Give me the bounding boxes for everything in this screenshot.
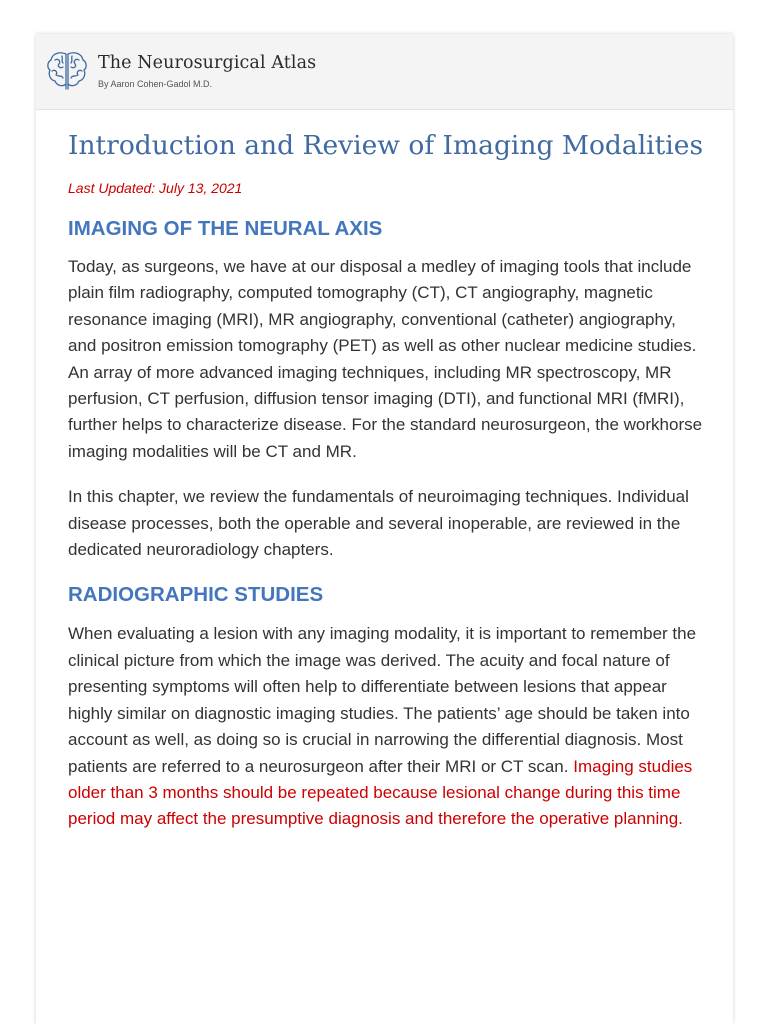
paragraph-imaging-tools: Today, as surgeons, we have at our disposal a medley of imaging tools that include plain film radiography, computed tomography (CT), CT angiography, magnetic resonance imaging (MRI), MR angiography, conventional (catheter) angiography, and positron emission tomography (PET) as well as other nuclear medicine studies. An array of more advanced imaging techniques, including MR spectroscopy, MR perfusion, CT perfusion, diffusion tensor imaging (DTI), and functional MRI (fMRI), further helps to characterize disease. For the standard neurosurgeon, the workhorse imaging modalities will be CT and MR. — [68, 257, 703, 461]
paragraph-chapter-overview: In this chapter, we review the fundamentals of neuroimaging techniques. Individual disease processes, both the operable and several inoperable, are reviewed in the dedicated neuroradiology chapters. — [68, 487, 689, 560]
site-subtitle: By Aaron Cohen-Gadol M.D. — [98, 79, 213, 89]
site-title[interactable]: The Neurosurgical Atlas — [98, 53, 317, 73]
last-updated: Last Updated: July 13, 2021 — [68, 180, 243, 196]
page-title: Introduction and Review of Imaging Modalities — [68, 130, 704, 161]
highlighted-warning: Imaging studies older than 3 months should be repeated because lesional change during this time period may affect the presumptive diagnosis and therefore the operative planning. — [68, 756, 693, 829]
section-heading-radiographic: RADIOGRAPHIC STUDIES — [68, 583, 324, 607]
paragraph-main-text: When evaluating a lesion with any imaging modality, it is important to remember the clinical picture from which the image was derived. The acuity and focal nature of presenting symptoms will often help to differentiate between lesions that appear highly similar on diagnostic imaging studies. The patients’ age should be taken into account as well, as doing so is crucial in narrowing the differential diagnosis. Most patients are referred to a neurosurgeon after their MRI or CT scan. — [68, 624, 697, 776]
page-sheet — [36, 34, 733, 1024]
brain-icon[interactable] — [45, 49, 89, 91]
section-heading-neural-axis: IMAGING OF THE NEURAL AXIS — [68, 217, 383, 240]
paragraph-evaluating-lesion — [68, 621, 708, 832]
article-content — [68, 126, 708, 833]
site-header — [36, 34, 733, 110]
